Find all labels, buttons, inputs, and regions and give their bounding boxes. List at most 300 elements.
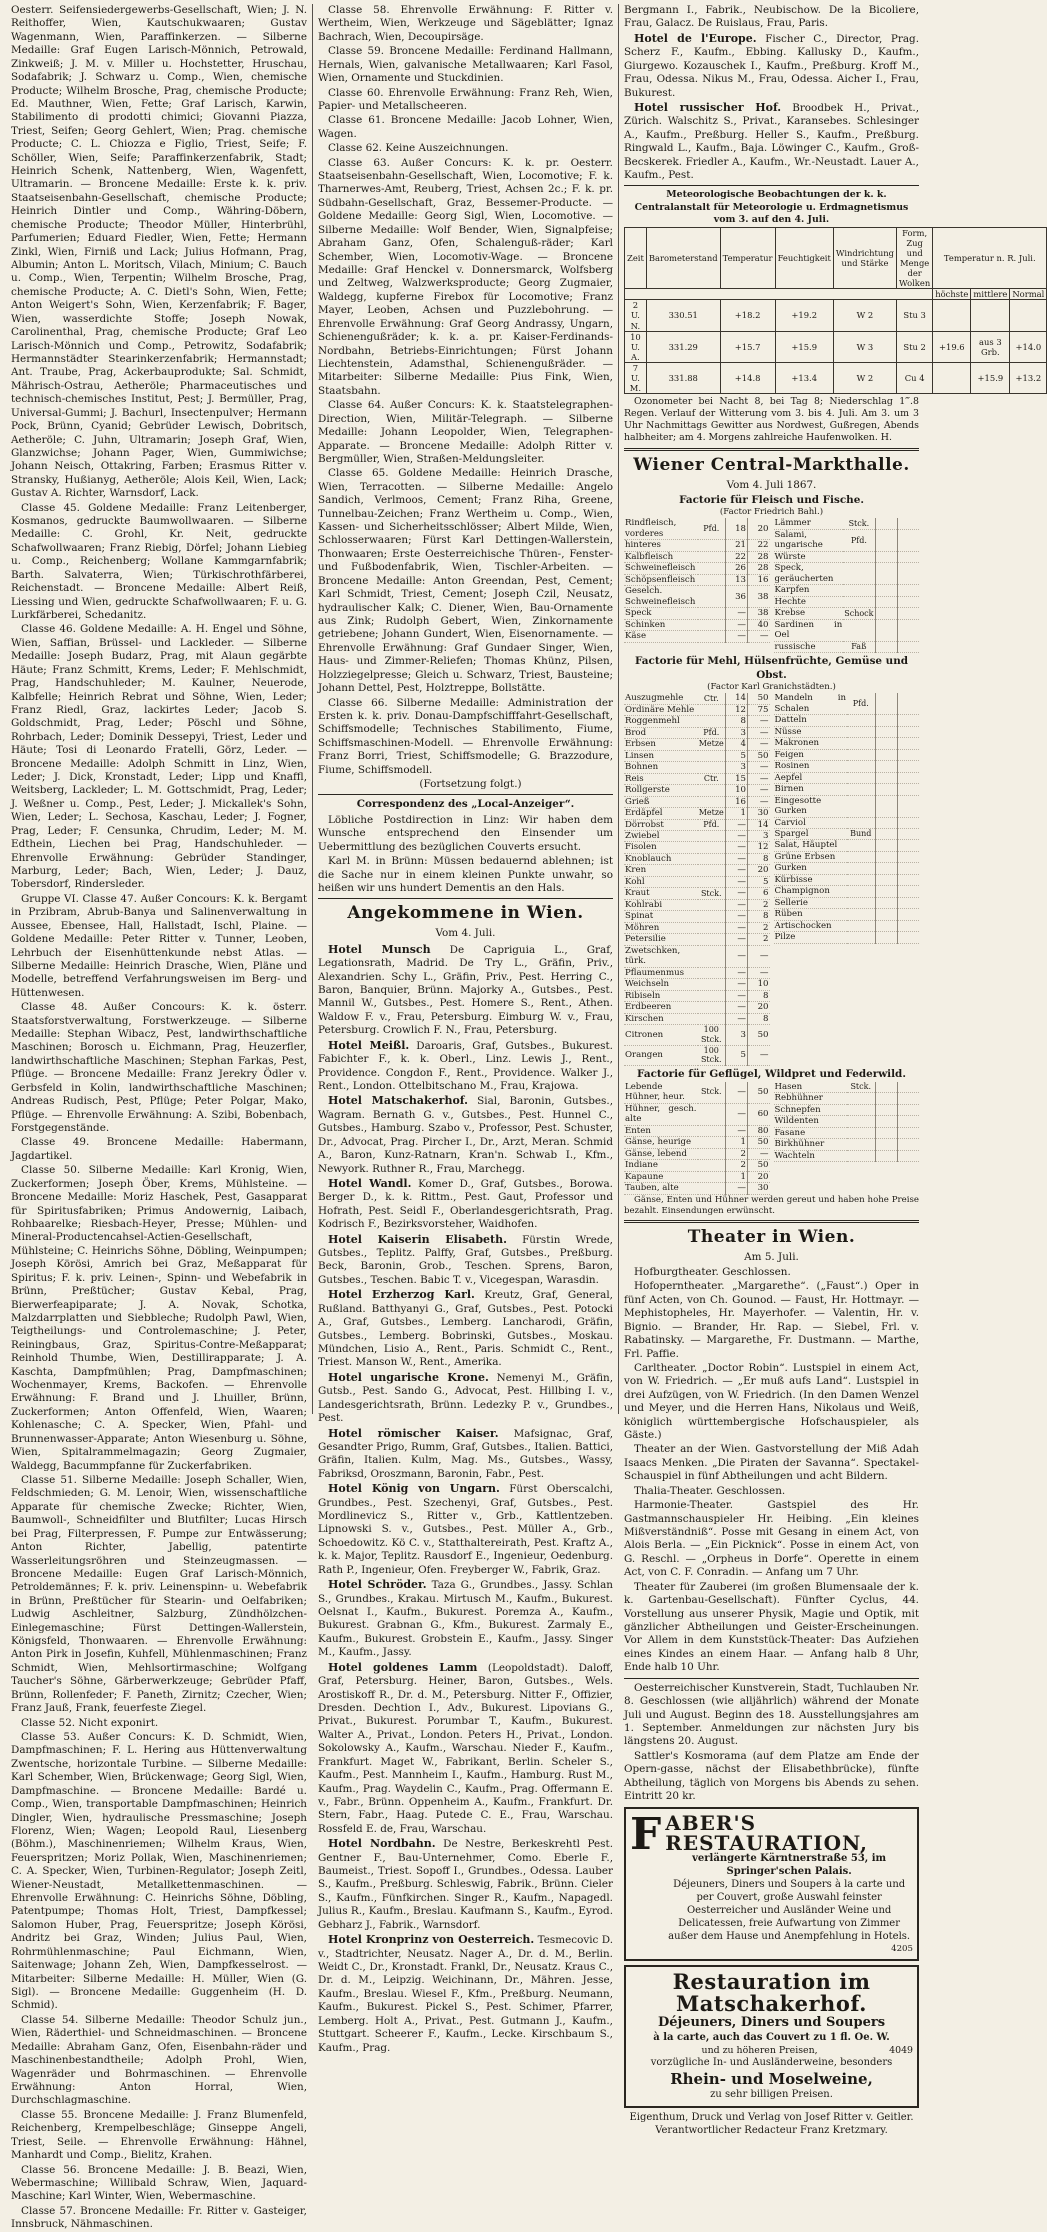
price-item: Rindfleisch, vorderes — [624, 518, 698, 539]
price-value: — — [726, 911, 748, 922]
price-value — [875, 772, 897, 783]
meteo-cell: W 2 — [833, 300, 896, 331]
theater-date: Am 5. Juli. — [744, 1250, 799, 1263]
paragraph: Classe 48. Außer Concours: K. k. österr. Staatsforstverwaltung, Forstwerkzeuge. — Silberne Medaille: Stephan Wibacz, Pest, landwirthschaftliche Maschinen; Borosch u. Eichmann, Prag, Heuzerfler, landwirthschaftliche Maschinen; Stephan Farkas, Pest, Pflüge. — Broncene Medaille: Franz Jerekry Ödler v. Gerbsfeld in Kolin, landwirthschaftliche Maschinen; Andreas Rudisch, Pest, Pflüge; Peter Polgar, Mako, Pflüge. — Ehrenvolle Erwähnung: A. Szibi, Bobenbach, Forstgegenstände. — [11, 1001, 307, 1135]
price-unit — [847, 817, 875, 828]
price-unit: Stck. — [698, 888, 726, 899]
price-item: Dörrobst — [624, 819, 698, 830]
price-unit — [847, 909, 875, 920]
price-item: Schweinefleisch — [624, 563, 698, 574]
price-item: Birnen — [774, 784, 848, 795]
meteo-cell: 10 U. A. — [625, 331, 647, 362]
hotel-guests: (Leopoldstadt). Daloff, Graf, Petersburg. Heiner, Baron, Gutsbes., Wels. Arostiskoff R., Dr. d. M., Petersburg. Nitter F., Offizier, Dresden. Dechtion I., Adv., Bukurest. Lipovians G., Privat., Bukurest. Porumbar T., Kaufm., Bukurest. Walter A., Privat., London. Peters H., Privat., London. Sokolowsky A., Kaufm., Warschau. Nieder F., Kaufm., Frankfurt. Maget W., Fabrikant, Berlin. Scheler S., Kaufm., Pest. Mannheim I., Kaufm., Hamburg. Rust M., Kaufm., Prag. Waydelin C., Kaufm., Prag. Offermann E. v., Fabr., Brünn. Oppenheim A., Kaufm., Frankfurt. Dr. Stern, Fabr., Haag. Putede C. E., Frau, Warschau. Rossfeld E. de, Frau, Warschau. — [318, 1661, 613, 1835]
price-row — [774, 563, 920, 585]
price-value: 1 — [726, 1137, 748, 1148]
poultry-note: Gänse, Enten und Hühner werden gereut und haben hohe Preise bezahlt. Einsendungen erwünscht. — [624, 1194, 919, 1216]
price-value — [897, 585, 919, 596]
price-value: 1 — [726, 1171, 748, 1182]
price-value: 8 — [726, 716, 748, 727]
meteo-cell: 2 U. N. — [625, 300, 647, 331]
price-value: — — [726, 1103, 748, 1125]
price-item: Salat, Häuptel — [774, 840, 848, 851]
price-row — [624, 727, 770, 738]
price-row — [774, 1150, 920, 1161]
price-row — [624, 945, 770, 967]
price-item: Wachteln — [774, 1150, 848, 1161]
price-item: Fisolen — [624, 842, 698, 853]
price-value — [897, 715, 919, 726]
price-row — [774, 784, 920, 795]
paragraph: Classe 60. Ehrenvolle Erwähnung: Franz Reh, Wien, Papier- und Metallscheeren. — [318, 86, 613, 112]
price-value: — — [748, 739, 770, 750]
theater-entry: Carltheater. „Doctor Robin“. Lustspiel in einem Act, von W. Friedrich. — „Er muß aufs Land“. Lustspiel in drei Aufzügen, von W. Friedrich. (In den Damen Wenzel und Meyer, und die Herren Hans, Nikolaus und Weiß, königlich württembergische Hofschauspieler, als Gäste.) — [624, 1361, 919, 1442]
price-value: 20 — [748, 518, 770, 539]
price-tables-flour — [624, 693, 919, 1066]
ad-heading: Restauration im Matschakerhof. — [672, 1968, 871, 2016]
price-item: Kapaune — [624, 1171, 698, 1182]
price-row — [624, 1125, 770, 1136]
price-unit — [847, 1127, 875, 1138]
price-row — [774, 551, 920, 562]
price-value — [875, 920, 897, 931]
price-item: Auszugmehle — [624, 693, 698, 704]
price-unit — [698, 551, 726, 562]
price-row — [624, 540, 770, 551]
price-unit — [843, 563, 875, 585]
price-item: Sellerie — [774, 897, 848, 908]
theater-entry: Thalia-Theater. Geschlossen. — [634, 1484, 786, 1497]
hotel-guests: Broodbek H., Privat., Zürich. Walschitz S., Privat., Karansebes. Schlesinger A., Kaufm., Preßburg. Heller S., Kaufm., Preßburg. Ringwald L., Kaufm., Baja. Löwinger C., Kaufm., Groß-Becskerek. Friedler A., Kaufm., Wr.-Neustadt. Lauer A., Kaufm., Pest. — [624, 101, 919, 182]
price-unit — [698, 619, 726, 630]
correspondence-item: Karl M. in Brünn: Müssen bedauernd ablehnen; ist die Sache nur in einem kleinen Punkte unwahr, so heißen wir uns hundert Dementis an den Hals. — [318, 855, 613, 894]
price-value — [897, 761, 919, 772]
price-value — [897, 1127, 919, 1138]
price-unit — [847, 897, 875, 908]
price-value — [875, 518, 897, 529]
price-unit: Metze — [698, 739, 724, 749]
price-row — [624, 1002, 770, 1013]
price-item: Sardinen in Oel — [774, 619, 843, 641]
price-item: Erbsen — [624, 739, 698, 750]
price-value — [897, 1150, 919, 1161]
price-value: — — [726, 865, 748, 876]
price-item: Rosinen — [774, 761, 848, 772]
price-row — [624, 608, 770, 619]
price-unit — [847, 1104, 875, 1115]
price-unit: 100 Stck. — [698, 1025, 726, 1046]
price-value: 36 — [726, 586, 748, 608]
price-item: Würste — [774, 551, 844, 562]
price-unit — [698, 750, 726, 761]
meteo-cell: 7 U. M. — [625, 362, 647, 393]
price-value — [875, 1127, 897, 1138]
price-unit — [698, 796, 726, 807]
price-unit — [847, 886, 875, 897]
price-row — [624, 853, 770, 864]
price-value: 5 — [726, 750, 748, 761]
price-unit — [847, 761, 875, 772]
hotel-guests: Kreutz, Graf, General, Rußland. Batthyanyi G., Graf, Gutsbes., Pest. Potocki A., Graf, Gutsbes., Lemberg. Lancharodi, Gräfin, Gutsbes., Lemberg. Bobrinski, Gutsbes., Moskau. Mündchen, Lisio A., Rent., Paris. Schmidt C., Rent., Triest. Manson W., Rent., Amerika. — [318, 1289, 613, 1369]
correspondence-title: Correspondenz des „Local-Anzeiger“. — [356, 798, 575, 811]
price-item: Speck, geräucherten — [774, 563, 844, 585]
price-row — [624, 518, 770, 539]
theater-entry: Theater für Zauberei (im großen Blumensaale der k. k. Gartenbau-Gesellschaft). Fünfter Cyclus, 44. Vorstellung aus unserer Physik, Magie und Optik, mit gänzlicher Abtheilungen und Geister-Erscheinungen. Vor Allem in dem Kunststück-Theater: Das Aufziehen eines Kindes an einem Haar. — Anfang halb 8 Uhr, Ende halb 10 Uhr. — [624, 1580, 919, 1674]
price-table — [774, 1082, 920, 1162]
price-row — [774, 749, 920, 760]
price-value: 2 — [726, 1160, 748, 1171]
price-unit: Stck. — [847, 1082, 875, 1093]
price-unit — [843, 619, 875, 641]
price-item: Bohnen — [624, 762, 698, 773]
price-item: Geselch. Schweinefleisch — [624, 586, 698, 608]
price-value — [897, 863, 919, 874]
price-unit — [847, 715, 875, 726]
price-value: — — [748, 945, 770, 967]
correspondence-item: Löbliche Postdirection in Linz: Wir haben dem Wunsche entsprechend den Einsender um Uebermittlung des bezüglichen Couverts ersucht. — [318, 813, 613, 853]
meteo-header: mittlere — [971, 289, 1010, 300]
price-item: Ordinäre Mehle — [624, 704, 698, 715]
price-value: 12 — [726, 704, 748, 715]
price-row — [624, 1103, 770, 1125]
price-value: 38 — [748, 586, 770, 608]
paragraph: Classe 49. Broncene Medaille: Habermann, Jagdartikel. — [11, 1136, 307, 1162]
ad-initial: F — [630, 1809, 663, 1861]
price-row — [774, 874, 920, 885]
price-value — [875, 1116, 897, 1127]
paragraph: Classe 58. Ehrenvolle Erwähnung: F. Ritter v. Wertheim, Wien, Werkzeuge und Sägeblätter; Ignaz Bachrach, Wien, Decoupirsäge. — [318, 4, 613, 43]
price-item: Zwetschken, türk. — [624, 945, 698, 967]
factory-title: Factorie für Fleisch und Fische. — [679, 493, 864, 506]
price-row — [774, 795, 920, 817]
price-value — [897, 874, 919, 885]
price-item: Datteln — [774, 715, 848, 726]
hotel-name: Hotel Matschakerhof. — [328, 1094, 468, 1108]
price-value: 18 — [726, 518, 748, 539]
price-value: — — [748, 1148, 770, 1159]
meteo-header: Barometerstand — [646, 227, 720, 288]
price-item: Rüben — [774, 909, 848, 920]
price-value: 20 — [748, 1171, 770, 1182]
price-row — [774, 909, 920, 920]
price-value — [897, 817, 919, 828]
paragraph: Classe 61. Broncene Medaille: Jacob Lohner, Wien, Wagen. — [318, 114, 613, 140]
meteo-header: Form, Zug und Menge der Wolken — [897, 227, 933, 288]
hotel-guests: Sial, Baronin, Gutsbes., Wagram. Bernath G. v., Gutsbes., Pest. Hunnel C., Gutsbes., Hamburg. Szabo v., Professor, Pest. Schuster, Dr., Advocat, Prag. Pircher I., Dr., Arzt, Meran. Schmid A., Baron, Kunz-Ratnarn, Kran'n. Schwab I., Kfm., Newyork. Ruthner R., Frau, Marchegg. — [318, 1095, 613, 1175]
price-item: Aepfel — [774, 772, 848, 783]
hotel-name: Hotel Nordbahn. — [328, 1837, 436, 1851]
price-item: Fasane — [774, 1127, 848, 1138]
price-item: Ribiseln — [624, 990, 698, 1001]
price-row — [774, 726, 920, 737]
price-tables-meat — [624, 518, 919, 653]
price-item: Schinken — [624, 619, 698, 630]
price-unit — [698, 1148, 726, 1159]
markthalle-date: Vom 4. Juli 1867. — [726, 478, 817, 491]
price-unit — [698, 876, 726, 887]
price-value — [897, 1139, 919, 1150]
price-unit: Metze — [698, 808, 724, 818]
meteo-cell: W 2 — [833, 362, 896, 393]
price-item: Grieß — [624, 796, 698, 807]
hotel-entry — [318, 1482, 613, 1577]
price-value — [897, 693, 919, 714]
ad-line: Déjeuners, Diners und Soupers à la carte und per Couvert, große Auswahl feinster Oesterreicher und Ausländer Weine und Delicatessen, freie Aufwartung von Zimmer außer dem Hause und Anempfehlung in Hotels. — [668, 1879, 911, 1942]
price-value: 16 — [748, 574, 770, 585]
ad-line: Déjeuners, Diners und Soupers — [657, 2014, 886, 2030]
price-value — [875, 932, 897, 943]
price-row — [774, 518, 920, 529]
factor-name: (Factor Karl Granichstädten.) — [707, 682, 836, 693]
price-value: 50 — [748, 1160, 770, 1171]
price-value: — — [726, 1002, 748, 1013]
price-value — [875, 795, 897, 817]
price-unit — [847, 726, 875, 737]
price-value: — — [726, 934, 748, 945]
price-value: 5 — [726, 1045, 748, 1066]
price-value — [875, 784, 897, 795]
price-item: Spargel — [774, 829, 848, 840]
meteo-cell: Stu 3 — [897, 300, 933, 331]
price-value — [875, 715, 897, 726]
price-unit — [847, 863, 875, 874]
price-value — [897, 909, 919, 920]
price-unit — [698, 704, 726, 715]
price-row — [624, 551, 770, 562]
hotel-name: Hotel Schröder. — [328, 1578, 427, 1592]
price-value: — — [748, 727, 770, 738]
hotel-name: Hotel König von Ungarn. — [328, 1482, 500, 1496]
hotel-guests: Nemenyi M., Gräfin, Gutsb., Pest. Sando G., Advocat, Pest. Hillbing I. v., Landesgerichtsrath, Brünn. Ledezky P. v., Grundbes., Pest. — [318, 1371, 613, 1425]
price-value: 10 — [748, 979, 770, 990]
column-right — [618, 4, 1045, 2136]
price-value — [875, 886, 897, 897]
hotel-list — [318, 943, 613, 2055]
price-unit — [847, 772, 875, 783]
price-row — [774, 529, 920, 551]
hotel-guests: De Capriguia L., Graf, Legationsrath, Madrid. De Try L., Gräfin, Priv., Alexandrien. Schy L., Gräfin, Priv., Pest. Herring C., Baron, Banquier, Brünn. Majorky A., Gutsbes., Pest. Mannil W., Gutsbes., Pest. Homere S., Rent., Athen. Waldow F. v., Frau, Petersburg. Eimburg W. v., Frau, Petersburg. Crowlich F. N., Frau, Petersburg. — [318, 943, 613, 1037]
paragraph: Bergmann I., Fabrik., Neubischow. De la Bicoliere, Frau, Galacz. De Ruislaus, Frau, Paris. — [624, 4, 919, 30]
price-row — [774, 817, 920, 828]
hotel-entry — [318, 1661, 613, 1836]
price-value: — — [726, 619, 748, 630]
price-unit — [698, 716, 726, 727]
price-value — [875, 851, 897, 862]
hotel-name: Hotel goldenes Lamm — [328, 1660, 478, 1674]
price-item: Indiane — [624, 1160, 698, 1171]
price-value: 3 — [726, 1025, 748, 1046]
paragraph: Oesterr. Seifensiedergewerbs-Gesellschaft, Wien; J. N. Reithoffer, Wien, Kautschukwaaren; Gustav Wagenmann, Wien, Paraffinkerzen. — Silberne Medaille: Graf Eugen Larisch-Mönnich, Petrowald, Zinkweiß; J. M. v. Miller u. Hochstetter, Hruschau, Sodafabrik; J. Schwarz u. Comp., Wien, chemische Producte; Wilhelm Brosche, Prag, chemische Producte; Ed. Mauthner, Wien, Fette; Graf Larisch, Karwin, Stabilimento di prodotti chimici; Giovanni Piazza, Triest, Seifen; Georg Gehlert, Wien; Prag. chemische Producte; C. L. Chiozza e Figlio, Triest, Seife; F. Schöller, Wien, Seife; Paraffinkerzenfabrik, Stadt; Heinrich Schenk, Nattenberg, Wien, Wagenfett, Ultramarin. — Broncene Medaille: Erste k. k. priv. Staatseisenbahn-Gesellschaft, chemische Producte; Heinrich Dintler und Comp., Währing-Döbern, chemische Producte; Theodor Müller, Hinterbrühl, Parfumerien; Eduard Fiedler, Wien, Fette; Hermann Zinkl, Wien, Firniß und Lack; Julius Hofmann, Prag, Albumin; Anton L. Moritsch, Vilach, Minium; C. Bauch u. Comp., Wien, Terpentin; Wilhelm Brosche, Prag, chemische Producte; A. C. Dietl's Sohn, Wien, Fette; Anton Weigert's Sohn, Wien, Kerzenfabrik; F. Bager, Wien, wasserdichte Stoffe; Joseph Nowak, Carolinenthal, Prag, chemische Producte; Graf Leo Larisch-Mönnich und Comp., Petrowitz, Sodafabrik; Hermannstädter Stearinkerzenfabrik; Hermannstadt; Ant. Traube, Prag, Ackerbauprodukte; Sal. Schmidt, Mährisch-Ostrau, Aetheröle; Pharmaceutisches und technisch-chemisches Institut, Pest; J. Bermüller, Prag, Universal-Gummi; J. Bachurl, Insectenpulver; Hermann Pock, Brünn, Cyanid; Gebrüder Lewisch, Dobritsch, Aetheröle; C. Juhn, Ultramarin; Joseph Graf, Wien, Glanzwichse; Johann Pager, Wien, Gummiwichse; Johann Neisch, Ottakring, Farben; Erasmus Ritter v. Stransky, Hußianyg, Aetheröle; Alois Keil, Wien, Lack; Gustav A. Richter, Warnsdorf, Lack. — [11, 4, 307, 500]
hotel-entry — [318, 1288, 613, 1370]
meteo-cell — [971, 300, 1010, 331]
price-value — [875, 529, 897, 551]
price-row — [624, 899, 770, 910]
price-row — [774, 851, 920, 862]
price-value: 4 — [726, 739, 748, 750]
price-row — [624, 990, 770, 1001]
price-value: 50 — [748, 750, 770, 761]
hotel-name: Hotel Erzherzog Karl. — [328, 1288, 475, 1302]
price-row — [624, 1025, 770, 1046]
theater-entry: Theater an der Wien. Gastvorstellung der Miß Adah Isaacs Menken. „Die Piraten der Savanna“. Spectakel-Schauspiel in fünf Abtheilungen und acht Bildern. — [624, 1443, 919, 1483]
price-value — [897, 551, 919, 562]
price-row — [624, 1183, 770, 1194]
hotel-guests: Fürstin Wrede, Gutsbes., Teplitz. Palffy, Graf, Gutsbes., Preßburg. Beck, Baronin, Grob., Teschen. Sprens, Baron, Gutsbes., Teschen. Babic T. v., Vicegespan, Warasdin. — [318, 1233, 613, 1286]
price-unit: 100 Stck. — [698, 1045, 726, 1066]
price-unit — [698, 1160, 726, 1171]
price-row — [624, 967, 770, 978]
price-value — [875, 608, 897, 619]
price-value — [897, 851, 919, 862]
price-item: Petersilie — [624, 934, 698, 945]
price-value: — — [726, 888, 748, 899]
hotel-entry — [318, 1837, 613, 1932]
price-value — [875, 749, 897, 760]
price-value — [875, 596, 897, 607]
price-row — [774, 1104, 920, 1115]
meteo-header: Zeit — [625, 227, 647, 288]
arrivals-title: Angekommene in Wien. — [347, 903, 584, 924]
price-unit — [698, 831, 726, 842]
paragraph: Classe 51. Silberne Medaille: Joseph Schaller, Wien, Feldschmieden; G. M. Lenoir, Wien, wissenschaftliche Apparate für chemische Zwecke; Richter, Wien, Baumwoll-, Schneidfilter und Blutfilter; Lucas Hirsch bei Prag, Filterpressen, F. Pumpe zur Entwässerung; Anton Richter, Jabellig, patentirte Wasserleitungsröhren und Steinzeugmassen. — Broncene Medaille: Eugen Graf Larisch-Mönnich, Petroldemännes; F. k. priv. Leinenspinn- u. Webefabrik in Brünn, Preßtücher für Stearin- und Oelfabriken; Ludwig Aschleitner, Salzburg, Zündhölzchen-Einlegemaschine; Fürst Dettingen-Wallerstein, Königsfeld, Thonwaaren. — Ehrenvolle Erwähnung: Anton Pirk in Josefin, Kuhfell, Mühlenmaschinen; Franz Schmidt, Wien, Mehlsortirmaschine; Wolfgang Taucher's Söhne, Gärberwerkzeuge; Gebrüder Pfaff, Brünn, Rollenfeder; F. Paneth, Zirnitz; Czecher, Wien; Franz Jauß, Frank, feuerfeste Ziegel. — [11, 1473, 307, 1715]
price-item: Eingesotte Gurken — [774, 795, 848, 817]
paragraph: Classe 56. Broncene Medaille: J. B. Beazi, Wien, Webermaschine; Willibald Schraw, Wien, Jaquard-Maschine; Karl Winter, Wien, Webermaschine. — [11, 2163, 307, 2203]
price-value: 20 — [748, 1002, 770, 1013]
price-unit — [847, 1150, 875, 1161]
paragraph: Classe 52. Nicht exponirt. — [21, 1716, 159, 1729]
hotel-entry — [318, 1094, 613, 1176]
meteo-cell: +15.9 — [971, 362, 1010, 393]
faber-advertisement — [624, 1807, 919, 1960]
price-row — [774, 840, 920, 851]
paragraph: Classe 50. Silberne Medaille: Karl Kronig, Wien, Zuckerformen; Joseph Öber, Krems, Mühlsteine. — Broncene Medaille: Moriz Haschek, Pest, Gasapparat für Spiritusfabriken; Primus Andowernig, Laibach, Rohbaarelke; Riesbach-Heyer, Presse; Mühlen- und Mineral-Productencahsel-Actien-Gesellschaft, Mühlsteine; C. Heinrichs Söhne, Döbling, Weinpumpen; Joseph Körösi, Amrich bei Graz, Meßapparat für Spiritus; F. k. priv. Leinen-, Spinn- und Webefabrik in Brünn, Preßtücher; Gustav Kebal, Prag, Bierwerfeapiparate; J. A. Novak, Schotka, Malzdarrplatten und Siebbleche; Rudolph Pawl, Wien, Teigtheilungs- und Controlemaschine; J. Peter, Reiningbaus, Graz, Spiritus-Contre-Meßapparat; Reinhold Thumbe, Wien, Destillirapparate; J. A. Kaschta, Dampfmühlen; Prag, Dampfmaschinen; Wochenmayer, Krems, Backofen. — Ehrenvolle Erwähnung: F. Brand und J. Lhuiller, Brünn, Zuckerformen; Anton Offenfeld, Wien, Waaren; Kohlenasche; C. A. Specker, Wien, Pfahl- und Brunnenwasser-Apparate; Anton Wiesenburg u. Söhne, Wien, Spitalrammelmagazin; Georg Zugmaier, Waldegg, Bacummpfanne für Zuckerfabriken. — [11, 1164, 307, 1472]
price-row — [774, 715, 920, 726]
hotel-name: Hotel Meißl. — [328, 1038, 410, 1052]
price-unit — [698, 785, 726, 796]
price-row — [624, 619, 770, 630]
price-value: — — [726, 1013, 748, 1024]
price-value — [897, 596, 919, 607]
price-unit: Pfd. — [843, 529, 875, 551]
price-value — [875, 1150, 897, 1161]
price-item: Wildenten — [774, 1116, 848, 1127]
meteo-cell — [933, 362, 971, 393]
price-value: 15 — [726, 773, 748, 784]
price-item: Champignon — [774, 886, 848, 897]
price-unit — [698, 934, 726, 945]
price-value: — — [726, 899, 748, 910]
price-value: 75 — [748, 704, 770, 715]
price-unit: Pfd. — [698, 819, 726, 830]
meteo-cell: +15.7 — [720, 331, 775, 362]
price-value: — — [726, 979, 748, 990]
price-item: Krebse — [774, 608, 844, 619]
price-unit — [847, 920, 875, 931]
paragraph: Classe 66. Silberne Medaille: Administration der Ersten k. k. priv. Donau-Dampfschifffahrt-Gesellschaft, Schiffsmodelle; Technisches Stabilimento, Fiume, Schiffsmaschinen-Modell. — Ehrenvolle Erwähnung: Franz Borri, Triest, Schiffsmodelle; G. Brazzodure, Fiume, Schiffsmodell. — [318, 696, 613, 776]
paragraph: Classe 62. Keine Auszeichnungen. — [328, 142, 509, 155]
price-unit — [698, 608, 726, 619]
meteo-cell: +19.2 — [775, 300, 833, 331]
divider — [624, 1220, 919, 1223]
kosmorama-notice: Sattler's Kosmorama (auf dem Platze am Ende der Opern-gasse, nächst der Elisabethbrücke), fünfte Abtheilung, täglich von Morgens bis Abends zu sehen. Eintritt 20 kr. — [624, 1749, 919, 1803]
price-value: — — [748, 762, 770, 773]
price-value: — — [726, 608, 748, 619]
columns — [6, 4, 1045, 2231]
price-item: Erdbeeren — [624, 1002, 698, 1013]
price-value — [897, 829, 919, 840]
price-value — [897, 1082, 919, 1093]
price-row — [774, 920, 920, 931]
meteo-cell: +13.2 — [1010, 362, 1047, 393]
price-unit — [698, 631, 726, 642]
price-value: 8 — [748, 990, 770, 1001]
price-item: Orangen — [624, 1045, 698, 1066]
hotel-entry — [318, 1933, 613, 2055]
divider — [318, 794, 613, 795]
price-value: 28 — [748, 551, 770, 562]
price-table — [774, 693, 920, 944]
price-item: Schnepfen — [774, 1104, 848, 1115]
price-value — [897, 619, 919, 641]
price-value — [897, 886, 919, 897]
price-value: 1 — [726, 808, 748, 819]
price-unit — [698, 1002, 726, 1013]
price-item: Kren — [624, 865, 698, 876]
price-value: — — [748, 967, 770, 978]
theater-entry: Hofburgtheater. Geschlossen. — [634, 1266, 791, 1278]
paragraph: Classe 53. Außer Concurs: K. D. Schmidt, Wien, Dampfmaschinen; F. L. Hering aus Hüttenverwaltung Zwentsche, horizontale Turbine. — Silberne Medaille: Karl Schember, Wien, Brückenwage; Georg Sigl, Wien, Dampfmaschine. — Broncene Medaille: Bardé u. Comp., Wien, transportable Dampfmaschinen; Heinrich Dingler, Wien, hydraulische Pressmaschine; Joseph Florenz, Wien; Wagen; Leopold Raul, Liesenberg (Böhm.), Maschinenriemen; Wilhelm Kraus, Wien, Feuerspritzen; Moriz Pollak, Wien, Maschinenriemen; C. A. Specker, Wien, Turbinen-Regulator; Joseph Zeitl, Wiener-Neustadt, Metallkettenmaschinen. — Ehrenvolle Erwähnung: C. Heinrichs Söhne, Döbling, Patentpumpe; Thomas Holt, Triest, Dampfkessel; Salomon Huber, Prag, Feuerspritze; Joseph Körösi, Andritz bei Graz, Winden; Julius Paul, Wien, Rohrmühlenmaschine; Paul Eichmann, Wien, Saitenwage; Johann Zeh, Wien, Dampfkesselrost. — Mitarbeiter: Silberne Medaille: H. Müller, Wien (G. Sigl). — Broncene Medaille: Guggenheim (H. D. Schmid). — [11, 1731, 307, 2012]
hotel-entry — [318, 1371, 613, 1426]
price-row — [624, 979, 770, 990]
price-unit — [698, 1183, 726, 1194]
price-row — [774, 693, 920, 714]
price-item: Birkhühner — [774, 1139, 848, 1150]
hotel-name: Hotel Wandl. — [328, 1176, 412, 1190]
price-unit — [698, 574, 726, 585]
price-row — [624, 876, 770, 887]
paragraph: Classe 55. Broncene Medaille: J. Franz Blumenfeld, Reichenberg, Krempelbeschläge; Ginseppe Angeli, Triest, Seile. — Ehrenvolle Erwähnung: Hähnel, Manhardt und Comp., Bielitz, Krahen. — [11, 2108, 307, 2162]
price-row — [624, 888, 770, 899]
price-row — [624, 1160, 770, 1171]
price-value — [897, 840, 919, 851]
price-unit: Faß — [843, 641, 875, 652]
price-value: — — [748, 1045, 770, 1066]
price-value — [897, 784, 919, 795]
price-row — [624, 762, 770, 773]
price-item: Hühner, gesch. alte — [625, 1103, 697, 1125]
price-value: 2 — [748, 899, 770, 910]
ad-line: und zu höheren Preisen, — [701, 2044, 818, 2056]
price-value: 60 — [748, 1103, 770, 1125]
price-value: 13 — [726, 574, 748, 585]
price-row — [624, 704, 770, 715]
factory-title: Factorie für Mehl, Hülsenfrüchte, Gemüse und Obst. — [634, 655, 909, 681]
price-unit — [698, 563, 726, 574]
price-value: — — [726, 631, 748, 642]
price-row — [624, 693, 770, 704]
price-unit — [698, 899, 726, 910]
price-row — [624, 865, 770, 876]
price-unit: Ctr. — [698, 693, 726, 704]
price-item: Pflaumenmus — [624, 967, 698, 978]
price-value: 38 — [748, 608, 770, 619]
price-row — [774, 1139, 920, 1150]
price-unit — [847, 840, 875, 851]
price-unit: Schock — [844, 608, 874, 618]
ad-heading: ABER'S RESTAURATION, — [665, 1811, 868, 1856]
price-unit — [698, 540, 726, 551]
price-value — [897, 608, 919, 619]
price-value — [875, 585, 897, 596]
